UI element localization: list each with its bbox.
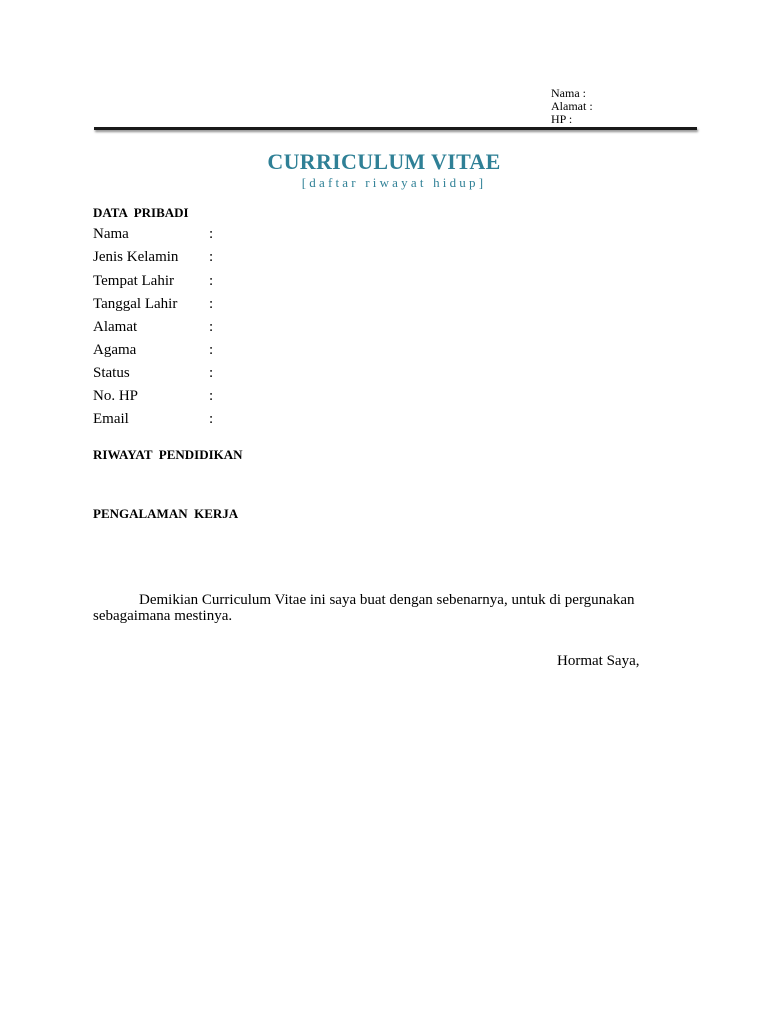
field-row-nama bbox=[93, 225, 293, 245]
field-label: Agama bbox=[93, 342, 137, 358]
header-nama-label: Nama : bbox=[551, 86, 586, 100]
document-subtitle: [daftar riwayat hidup] bbox=[301, 175, 487, 190]
field-row-tempat-lahir bbox=[93, 272, 293, 292]
field-row-agama bbox=[93, 341, 293, 361]
field-row-tanggal-lahir bbox=[93, 295, 293, 315]
field-separator: : bbox=[209, 226, 214, 242]
header-alamat-label: Alamat : bbox=[551, 99, 593, 113]
field-separator: : bbox=[209, 319, 214, 335]
field-row-jenis-kelamin bbox=[93, 248, 293, 268]
field-label: Email bbox=[93, 411, 129, 427]
field-row-email bbox=[93, 410, 293, 430]
section-heading-data-pribadi: DATA PRIBADI bbox=[93, 205, 189, 220]
closing-statement: Demikian Curriculum Vitae ini saya buat dengan sebenarnya, untuk di pergunakan sebagaimana mestinya. bbox=[93, 592, 635, 624]
field-label: Nama bbox=[93, 226, 129, 242]
document-title: CURRICULUM VITAE bbox=[267, 149, 501, 174]
field-separator: : bbox=[209, 249, 214, 265]
field-separator: : bbox=[209, 273, 214, 289]
field-label: Jenis Kelamin bbox=[93, 249, 179, 265]
field-row-alamat bbox=[93, 318, 293, 338]
field-label: No. HP bbox=[93, 388, 139, 404]
field-separator: : bbox=[209, 411, 214, 427]
field-separator: : bbox=[209, 296, 214, 312]
field-separator: : bbox=[209, 342, 214, 358]
signoff-text: Hormat Saya, bbox=[557, 653, 640, 669]
field-label: Tanggal Lahir bbox=[93, 296, 178, 312]
header-contact-block bbox=[551, 87, 593, 126]
field-label: Tempat Lahir bbox=[93, 273, 174, 289]
header-hp-label: HP : bbox=[551, 112, 573, 126]
field-label: Status bbox=[93, 365, 130, 381]
field-label: Alamat bbox=[93, 319, 138, 335]
field-separator: : bbox=[209, 388, 214, 404]
field-row-status bbox=[93, 364, 293, 384]
section-heading-pengalaman-kerja: PENGALAMAN KERJA bbox=[93, 506, 239, 521]
header-divider bbox=[94, 127, 697, 130]
field-row-no-hp bbox=[93, 387, 293, 407]
section-heading-riwayat-pendidikan: RIWAYAT PENDIDIKAN bbox=[93, 447, 243, 462]
field-separator: : bbox=[209, 365, 214, 381]
